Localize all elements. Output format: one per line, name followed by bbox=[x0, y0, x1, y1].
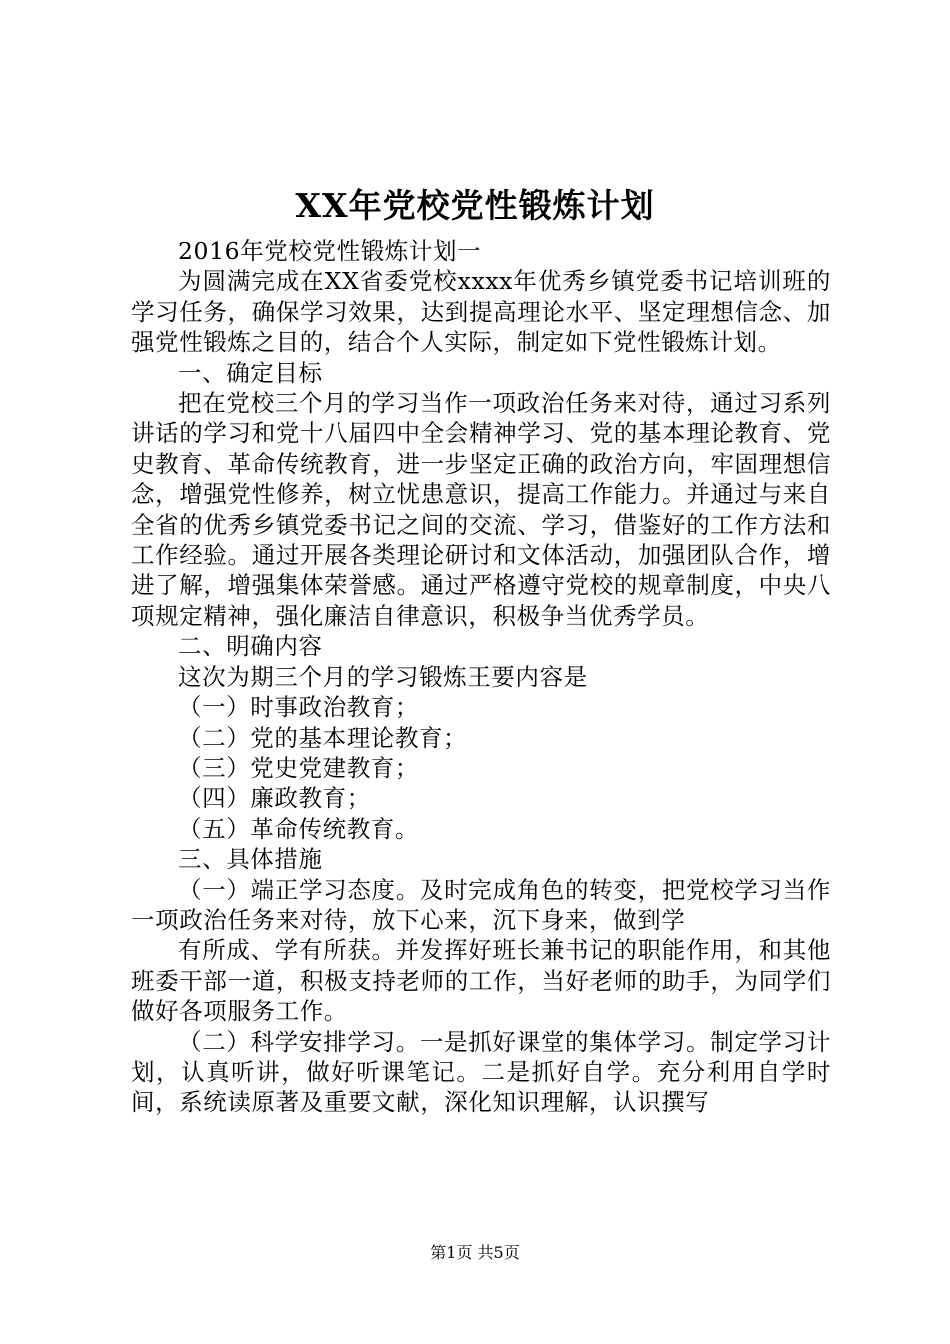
list-item: （二）党的基本理论教育； bbox=[178, 723, 468, 752]
list-item: （五）革命传统教育。 bbox=[178, 814, 419, 843]
list-item: （四）廉政教育； bbox=[178, 784, 371, 813]
section-heading: 二、明确内容 bbox=[178, 632, 323, 661]
paragraph: 为圆满完成在XX省委党校xxxx年优秀乡镇党委书记培训班的学习任务，确保学习效果，达到提高理论水平、坚定理想信念、加强党性锻炼之目的，结合个人实际，制定如下党性锻炼计划。 bbox=[131, 267, 831, 357]
paragraph: 这次为期三个月的学习锻炼王要内容是 bbox=[178, 662, 588, 691]
paragraph: 2016年党校党性锻炼计划一 bbox=[178, 237, 482, 265]
document-body bbox=[131, 236, 831, 1118]
paragraph: 有所成、学有所获。并发挥好班长兼书记的职能作用，和其他班委干部一道，积极支持老师的工作，当好老师的助手，为同学们做好各项服务工作。 bbox=[131, 936, 831, 1026]
section-heading: 一、确定目标 bbox=[178, 358, 323, 387]
paragraph: （一）端正学习态度。及时完成角色的转变，把党校学习当作一项政治任务来对待，放下心来，沉下身来，做到学 bbox=[131, 875, 831, 934]
paragraph: 把在党校三个月的学习当作一项政治任务来对待，通过习系列讲话的学习和党十八届四中全会精神学习、党的基本理论教育、党史教育、革命传统教育，进一步坚定正确的政治方向，牢固理想信念，增强党性修养，树立忧患意识，提高工作能力。并通过与来自全省的优秀乡镇党委书记之间的交流、学习，借鉴好的工作方法和工作经验。通过开展各类理论研讨和文体活动，加强团队合作，增进了解，增强集体荣誉感。通过严格遵守党校的规章制度，中央八项规定精神，强化廉洁自律意识，积极争当优秀学员。 bbox=[131, 389, 831, 630]
list-item: （一）时事政治教育； bbox=[178, 693, 419, 722]
paragraph: （二）科学安排学习。一是抓好课堂的集体学习。制定学习计划，认真听讲，做好听课笔记。二是抓好自学。充分利用自学时间，系统读原著及重要文献，深化知识理解，认识撰写 bbox=[131, 1027, 831, 1117]
section-heading: 三、具体措施 bbox=[178, 845, 323, 874]
list-item: （三）党史党建教育； bbox=[178, 753, 419, 782]
document-title: XX年党校党性锻炼计划 bbox=[295, 186, 655, 225]
page-footer: 第1页 共5页 bbox=[430, 1243, 520, 1262]
